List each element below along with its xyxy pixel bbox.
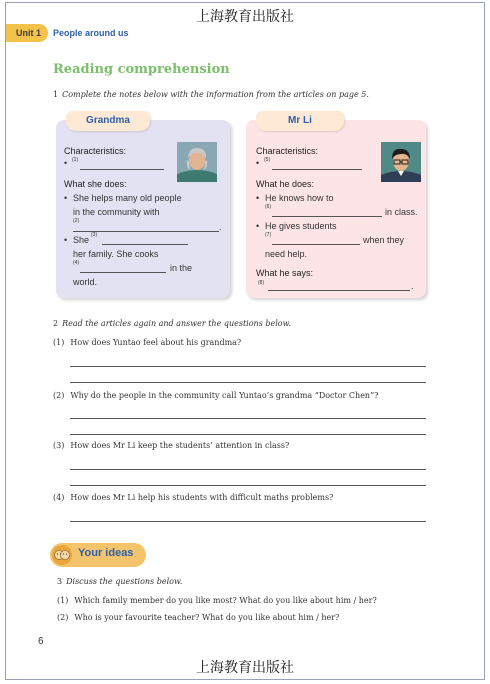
grandma-what-she-does-label: What she does: <box>64 179 127 189</box>
unit-title: People around us <box>53 28 129 38</box>
bullet-dot: • <box>64 235 68 245</box>
answer-line[interactable] <box>70 485 426 486</box>
question-text: Which family member do you like most? What do you like about him / her? <box>74 596 377 605</box>
question-1 <box>53 338 241 347</box>
answer-line[interactable] <box>70 521 426 522</box>
mrli-card-title: Mr Li <box>256 111 344 131</box>
your-ideas-badge <box>50 543 146 567</box>
mrli-characteristics-label: Characteristics: <box>256 146 319 156</box>
bullet-dot: • <box>64 193 68 203</box>
answer-blank-7[interactable] <box>272 244 360 245</box>
answer-blank-4[interactable] <box>80 272 166 273</box>
answer-line[interactable] <box>70 382 426 383</box>
task1-instruction <box>53 90 369 99</box>
blank-number-6: (6) <box>265 204 272 210</box>
bullet-dot: • <box>256 193 260 203</box>
mrli-portrait <box>381 142 421 182</box>
task2-number: 2 <box>53 319 59 328</box>
grandma-portrait <box>177 142 217 182</box>
mrli-card <box>246 115 426 298</box>
discussion-question-2 <box>57 613 339 622</box>
grandma-note-text: world. <box>73 277 98 287</box>
bullet-dot: • <box>256 158 260 168</box>
mrli-note-text: in class. <box>385 207 418 217</box>
question-text: How does Yuntao feel about his grandma? <box>70 338 242 347</box>
unit-tab: Unit 1 <box>6 24 48 42</box>
grandma-note-text: in the community with <box>73 207 160 217</box>
grandma-characteristics-label: Characteristics: <box>64 146 127 156</box>
answer-blank-5[interactable] <box>272 169 362 170</box>
answer-blank-6[interactable] <box>272 216 382 217</box>
grandma-card <box>56 115 230 298</box>
task3-instruction <box>57 577 182 586</box>
question-4 <box>53 493 333 502</box>
mrli-note-text: when they <box>363 235 405 245</box>
section-title: Reading comprehension <box>53 62 230 77</box>
answer-line[interactable] <box>70 366 426 367</box>
question-3 <box>53 441 289 450</box>
answer-blank-3[interactable] <box>102 244 188 245</box>
task1-text: Complete the notes below with the information from the articles on page 5. <box>62 90 369 99</box>
mrli-note-text: He knows how to <box>265 193 334 203</box>
mrli-period: . <box>411 281 414 291</box>
grandma-note-text: She <box>73 235 90 245</box>
blank-number-2: (2) <box>73 218 80 224</box>
question-number: (2) <box>57 613 69 622</box>
question-number: (2) <box>53 391 65 400</box>
blank-number-3: (3) <box>91 232 98 238</box>
bullet-dot: • <box>256 221 260 231</box>
answer-blank-8[interactable] <box>268 290 410 291</box>
blank-number-1: (1) <box>72 157 79 163</box>
answer-line[interactable] <box>70 434 426 435</box>
mrli-note-text: He gives students <box>265 221 337 231</box>
grandma-note-text: She helps many old people <box>73 193 182 203</box>
bullet-dot: • <box>64 158 68 168</box>
task3-text: Discuss the questions below. <box>66 577 183 586</box>
your-ideas-label: Your ideas <box>78 547 134 559</box>
question-number: (1) <box>53 338 65 347</box>
mrli-note-text: need help. <box>265 249 308 259</box>
answer-blank-1[interactable] <box>80 169 164 170</box>
grandma-note-text: her family. She cooks <box>73 249 159 259</box>
blank-number-7: (7) <box>265 232 272 238</box>
question-2 <box>53 391 378 400</box>
blank-number-4: (4) <box>73 260 80 266</box>
discussion-question-1 <box>57 596 377 605</box>
discussion-faces-icon <box>52 545 72 565</box>
question-number: (3) <box>53 441 65 450</box>
question-text: How does Mr Li keep the students’ attention in class? <box>70 441 290 450</box>
answer-line[interactable] <box>70 418 426 419</box>
question-text: How does Mr Li help his students with difficult maths problems? <box>70 493 334 502</box>
task2-instruction <box>53 319 291 328</box>
publisher-footer: 上海教育出版社 <box>196 660 294 676</box>
task2-text: Read the articles again and answer the questions below. <box>62 319 292 328</box>
publisher-header: 上海教育出版社 <box>196 9 294 25</box>
grandma-note-text: in the <box>170 263 193 273</box>
answer-line[interactable] <box>70 469 426 470</box>
mrli-what-he-says-label: What he says: <box>256 268 314 278</box>
mrli-what-he-does-label: What he does: <box>256 179 315 189</box>
question-number: (1) <box>57 596 69 605</box>
question-number: (4) <box>53 493 65 502</box>
question-text: Who is your favourite teacher? What do you like about him / her? <box>74 613 340 622</box>
page-number: 6 <box>38 636 44 647</box>
grandma-period: . <box>219 222 222 232</box>
grandma-card-title: Grandma <box>66 111 150 131</box>
task3-number: 3 <box>57 577 63 586</box>
question-text: Why do the people in the community call Yuntao’s grandma “Doctor Chen”? <box>70 391 379 400</box>
task1-number: 1 <box>53 90 59 99</box>
blank-number-5: (5) <box>264 157 271 163</box>
blank-number-8: (8) <box>258 280 265 286</box>
